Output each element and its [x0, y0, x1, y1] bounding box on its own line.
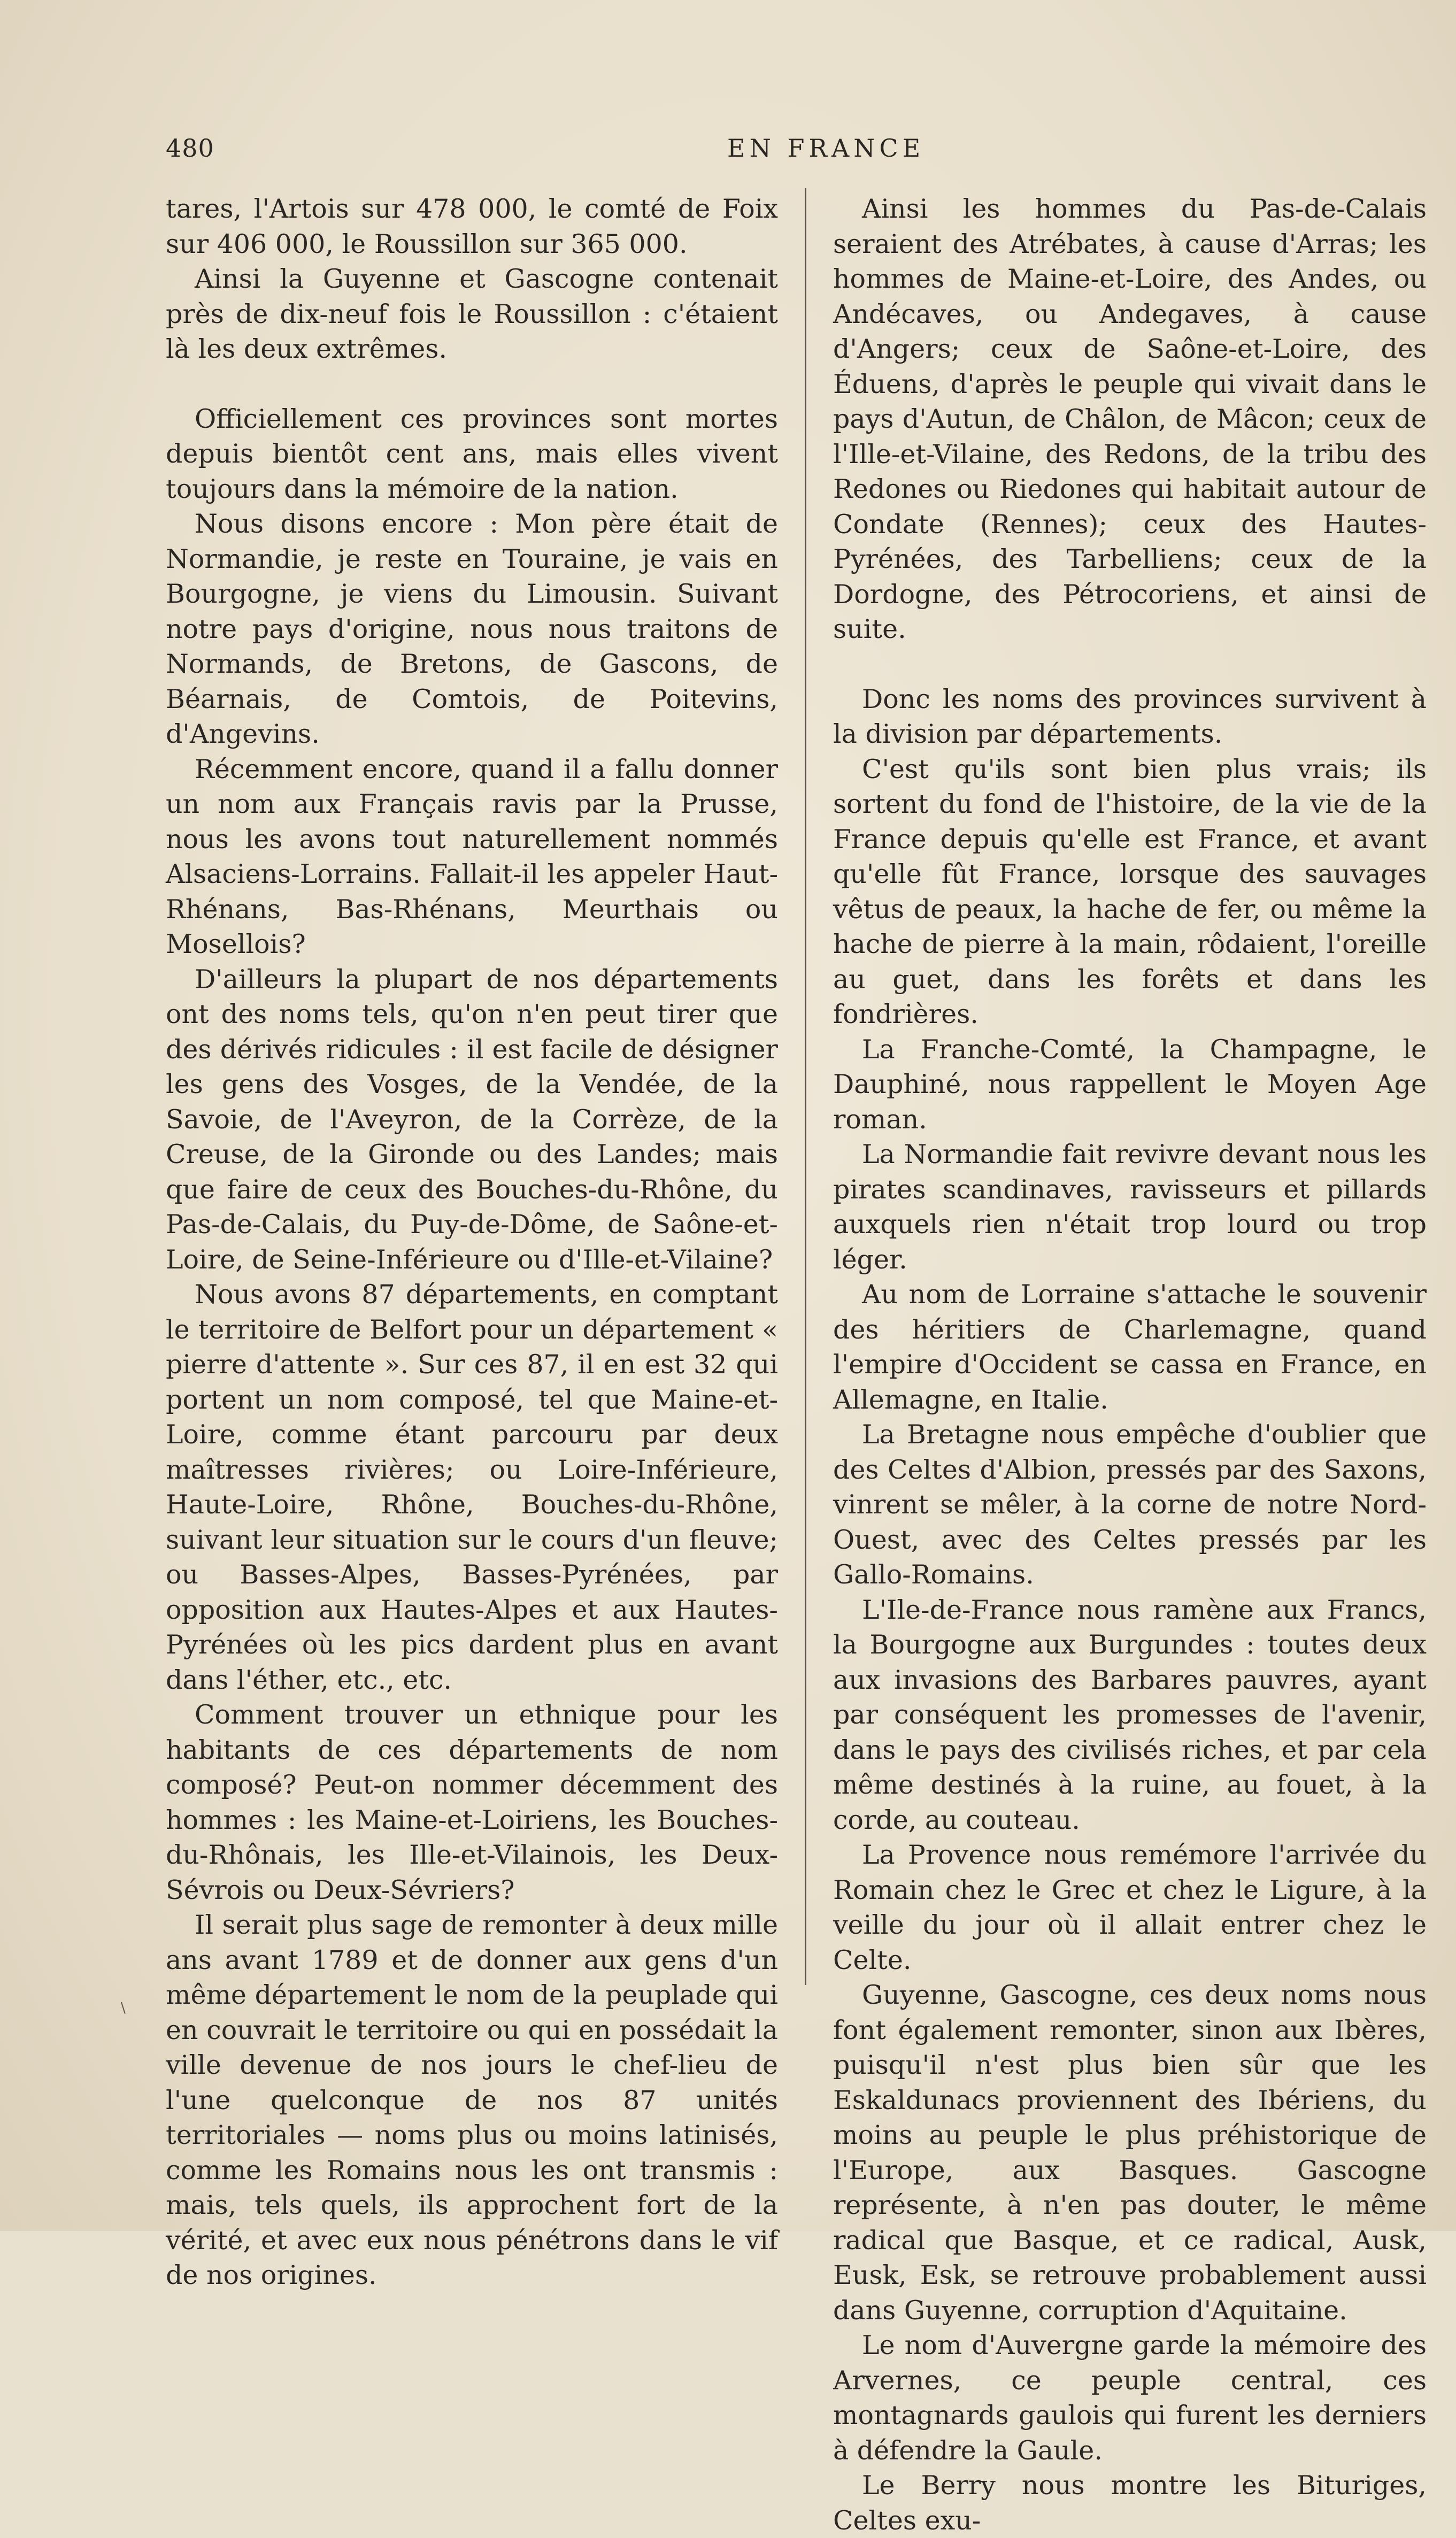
- right-paragraph-9: La Provence nous remémore l'arrivée du Romain chez le Grec et chez le Ligure, à la veille du jour où il allait entrer chez le Celte.: [833, 1840, 1427, 1975]
- left-column: [166, 191, 778, 2293]
- right-paragraph-11: Le nom d'Auvergne garde la mémoire des Arvernes, ce peuple central, ces montagnards gaulois qui furent les derniers à défendre la Gaule.: [833, 2330, 1427, 2466]
- right-paragraph-8: L'Ile-de-France nous ramène aux Francs, la Bourgogne aux Burgundes : toutes deux aux invasions des Barbares pauvres, ayant par conséquent les promesses de l'avenir, dans le pays des civilisés riches, et par cela même destinés à la ruine, au fouet, à la corde, au couteau.: [833, 1594, 1427, 1835]
- left-paragraph-5: Récemment encore, quand il a fallu donner un nom aux Français ravis par la Prusse, nous les avons tout naturellement nommés Alsaciens-Lorrains. Fallait-il les appeler Haut-Rhénans, Bas-Rhénans, Meurthais ou Mosellois?: [166, 753, 778, 959]
- page-header: [166, 134, 1427, 171]
- running-title: EN FRANCE: [727, 134, 925, 163]
- right-paragraph-12: Le Berry nous montre les Bituriges, Celtes exu-: [833, 2470, 1427, 2536]
- left-paragraph-1: tares, l'Artois sur 478 000, le comté de Foix sur 406 000, le Roussillon sur 365 000.: [166, 194, 778, 259]
- column-divider: [805, 188, 806, 1985]
- left-paragraph-3: Officiellement ces provinces sont mortes depuis bientôt cent ans, mais elles vivent toujours dans la mémoire de la nation.: [166, 403, 778, 504]
- right-paragraph-7: La Bretagne nous empêche d'oublier que des Celtes d'Albion, pressés par des Saxons, vinrent se mêler, à la corne de notre Nord-Ouest, avec des Celtes pressés par les Gallo-Romains.: [833, 1419, 1427, 1590]
- right-column: [833, 191, 1427, 2538]
- page-number: 480: [166, 134, 214, 163]
- right-paragraph-6: Au nom de Lorraine s'attache le souvenir des héritiers de Charlemagne, quand l'empire d'Occident se cassa en France, en Allemagne, en Italie.: [833, 1279, 1427, 1415]
- left-paragraph-2: Ainsi la Guyenne et Gascogne contenait près de dix-neuf fois le Roussillon : c'étaient là les deux extrêmes.: [166, 264, 778, 364]
- right-paragraph-10: Guyenne, Gascogne, ces deux noms nous font également remonter, sinon aux Ibères, puisqu'il n'est plus bien sûr que les Eskaldunacs proviennent des Ibériens, du moins au peuple le plus préhistorique de l'Europe, aux Basques. Gascogne représente, à n'en pas douter, le même radical que Basque, et ce radical, Ausk, Eusk, Esk, se retrouve probablement aussi dans Guyenne, corruption d'Aquitaine.: [833, 1980, 1427, 2326]
- ink-speck: \: [121, 2000, 126, 2016]
- right-paragraph-4: La Franche-Comté, la Champagne, le Dauphiné, nous rappellent le Moyen Age roman.: [833, 1034, 1427, 1135]
- right-paragraph-3: C'est qu'ils sont bien plus vrais; ils sortent du fond de l'histoire, de la vie de la France depuis qu'elle est France, et avant qu'elle fût France, lorsque des sauvages vêtus de peaux, la hache de fer, ou même la hache de pierre à la main, rôdaient, l'oreille au guet, dans les forêts et dans les fondrières.: [833, 753, 1427, 1029]
- left-paragraph-7: Nous avons 87 départements, en comptant le territoire de Belfort pour un département « pierre d'attente ». Sur ces 87, il en est 32 qui portent un nom composé, tel que Maine-et-Loire, comme étant parcouru par deux maîtresses rivières; ou Loire-Inférieure, Haute-Loire, Rhône, Bouches-du-Rhône, suivant leur situation sur le cours d'un fleuve; ou Basses-Alpes, Basses-Pyrénées, par opposition aux Hautes-Alpes et aux Hautes-Pyrénées où les pics dardent plus en avant dans l'éther, etc., etc.: [166, 1279, 778, 1695]
- left-paragraph-9: Il serait plus sage de remonter à deux mille ans avant 1789 et de donner aux gens d'un même département le nom de la peuplade qui en couvrait le territoire ou qui en possédait la ville devenue de nos jours le chef-lieu de l'une quelconque de nos 87 unités territoriales — noms plus ou moins latinisés, comme les Romains nous les ont transmis : mais, tels quels, ils approchent fort de la vérité, et avec eux nous pénétrons dans le vif de nos origines.: [166, 1910, 778, 2290]
- left-paragraph-8: Comment trouver un ethnique pour les habitants de ces départements de nom composé? Peut-on nommer décemment des hommes : les Maine-et-Loiriens, les Bouches-du-Rhônais, les Ille-et-Vilainois, les Deux-Sévrois ou Deux-Sévriers?: [166, 1699, 778, 1905]
- left-paragraph-4: Nous disons encore : Mon père était de Normandie, je reste en Touraine, je vais en Bourgogne, je viens du Limousin. Suivant notre pays d'origine, nous nous traitons de Normands, de Bretons, de Gascons, de Béarnais, de Comtois, de Poitevins, d'Angevins.: [166, 509, 778, 749]
- right-paragraph-5: La Normandie fait revivre devant nous les pirates scandinaves, ravisseurs et pillards auxquels rien n'était trop lourd ou trop léger.: [833, 1139, 1427, 1275]
- right-paragraph-1: Ainsi les hommes du Pas-de-Calais seraient des Atrébates, à cause d'Arras; les hommes de Maine-et-Loire, des Andes, ou Andécaves, ou Andegaves, à cause d'Angers; ceux de Saône-et-Loire, des Éduens, d'après le peuple qui vivait dans le pays d'Autun, de Châlon, de Mâcon; ceux de l'Ille-et-Vilaine, des Redons, de la tribu des Redones ou Riedones qui habitait autour de Condate (Rennes); ceux des Hautes-Pyrénées, des Tarbelliens; ceux de la Dordogne, des Pétrocoriens, et ainsi de suite.: [833, 194, 1427, 644]
- right-paragraph-2: Donc les noms des provinces survivent à la division par départements.: [833, 683, 1427, 749]
- left-paragraph-6: D'ailleurs la plupart de nos départements ont des noms tels, qu'on n'en peut tirer que des dérivés ridicules : il est facile de désigner les gens des Vosges, de la Vendée, de la Savoie, de l'Aveyron, de la Corrèze, de la Creuse, de la Gironde ou des Landes; mais que faire de ceux des Bouches-du-Rhône, du Pas-de-Calais, du Puy-de-Dôme, de Saône-et-Loire, de Seine-Inférieure ou d'Ille-et-Vilaine?: [166, 964, 778, 1275]
